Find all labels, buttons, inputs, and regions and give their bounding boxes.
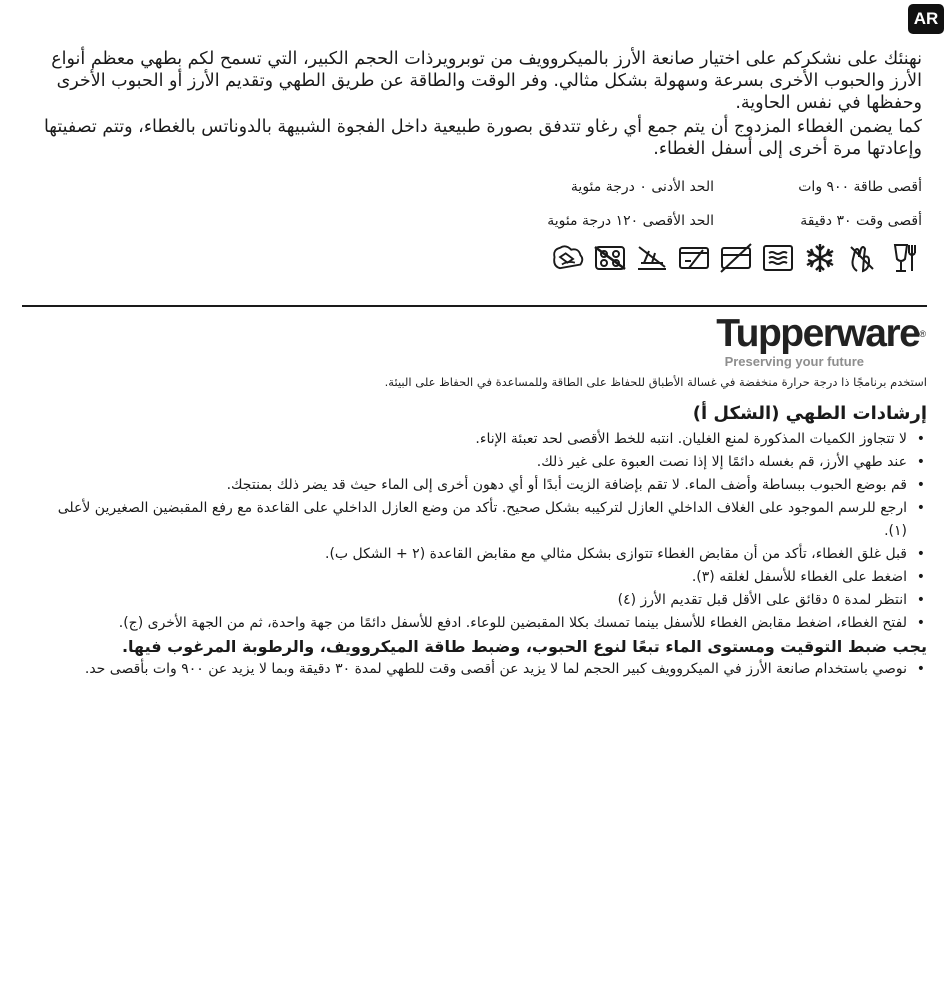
- spec-row-1: [30, 170, 922, 204]
- dishwasher-safe-icon: [549, 240, 586, 277]
- usage-icons-row: [30, 238, 922, 278]
- instructions-section: [40, 374, 927, 681]
- list-item: • قم بوضع الحبوب ببساطة وأضف الماء. لا تقم بإضافة الزيت أبدًا أو أي دهون أخرى إلى الماء حيث قد يضر ذلك بمنتجك.: [40, 474, 927, 497]
- spec-max-power: أقصى طاقة ٩٠٠ وات: [798, 178, 922, 195]
- brand-tagline: Preserving your future: [724, 354, 864, 369]
- list-item: • لا تتجاوز الكميات المذكورة لمنع الغليان. انتبه للخط الأقصى لحد تعبئة الإناء.: [40, 428, 927, 451]
- intro-section: [30, 48, 922, 278]
- freezer-icon: [801, 240, 838, 277]
- list-item: • ارجع للرسم الموجود على الغلاف الداخلي العازل لتركيبه بشكل صحيح. تأكد من وضع العازل الداخلي على القاعدة مع رفع المقبضين الصغيرين لأعلى (١).: [40, 497, 927, 543]
- microwave-icon: [759, 240, 796, 277]
- intro-paragraph-2: كما يضمن الغطاء المزدوج أن يتم جمع أي رغاو تتدفق بصورة طبيعية داخل الفجوة الشبيهة بالدوناتس بالغطاء، وتتم تصفيتها وإعادتها مرة أخرى إلى أسفل الغطاء.: [43, 117, 922, 159]
- list-item: • انتظر لمدة ٥ دقائق على الأقل قبل تقديم الأرز (٤): [40, 589, 927, 612]
- intro-text: [30, 48, 922, 160]
- microwave-no-cover-icon: [717, 240, 754, 277]
- list-item: • قبل غلق الغطاء، تأكد من أن مقابض الغطاء تتوازى بشكل مثالي مع مقابض القاعدة (٢ + الشكل ب).: [40, 543, 927, 566]
- food-safe-icon: [885, 240, 922, 277]
- spec-max-time: أقصى وقت ٣٠ دقيقة: [800, 212, 922, 229]
- freezer-safe-no-icon: [843, 240, 880, 277]
- list-item: • اضغط على الغطاء للأسفل لغلقه (٣).: [40, 566, 927, 589]
- intro-paragraph-1: نهنئك على نشكركم على اختيار صانعة الأرز بالميكروويف من توبرويرذات الحجم الكبير، التي تسمح لكم بطهي معظم أنواع الأرز والحبوب الأخرى بسرعة وسهولة بشكل مثالي. وفر الوقت والطاقة عن طريق الطهي وتقديم الأرز أو الحبوب الأخرى وحفظها في نفس الحاوية.: [51, 49, 922, 113]
- brand-block: [716, 312, 926, 369]
- timing-note: يجب ضبط التوقيت ومستوى الماء تبعًا لنوع الحبوب، وضبط طاقة الميكروويف، والرطوبة المرغوب فيها.: [121, 637, 927, 656]
- spec-max-temp: الحد الأقصى ١٢٠ درجة مئوية: [547, 212, 714, 229]
- language-badge: AR: [908, 4, 944, 34]
- tupperware-logo: Tupperware®: [716, 312, 926, 355]
- section-divider: [22, 305, 927, 307]
- instructions-list: [40, 428, 927, 635]
- list-item: • عند طهي الأرز، قم بغسله دائمًا إلا إذا نصت العبوة على غير ذلك.: [40, 451, 927, 474]
- instructions-title: إرشادات الطهي (الشكل أ): [692, 403, 927, 424]
- spec-min-temp: الحد الأدنى ٠ درجة مئوية: [570, 178, 714, 195]
- eco-note: استخدم برنامجًا ذا درجة حرارة منخفضة في غسالة الأطباق للحفاظ على الطاقة وللمساعدة في الحفاظ على البيئة.: [384, 375, 927, 389]
- list-item: • لفتح الغطاء، اضغط مقابض الغطاء للأسفل بينما تمسك بكلا المقبضين للوعاء. ادفع للأسفل دائمًا من جهة واحدة، ثم من الجهة الأخرى (ج).: [40, 612, 927, 635]
- grill-no-icon: [633, 240, 670, 277]
- list-item: • نوصي باستخدام صانعة الأرز في الميكروويف كبير الحجم لما لا يزيد عن أقصى وقت للطهي لمدة ٣٠ دقيقة وبما لا يزيد عن ٩٠٠ وات بأقصى حد.: [40, 658, 927, 681]
- oven-no-icon: [675, 240, 712, 277]
- recommendation-list: [40, 658, 927, 681]
- spec-row-2: [30, 204, 922, 238]
- stovetop-no-icon: [591, 240, 628, 277]
- specs-table: [30, 170, 922, 238]
